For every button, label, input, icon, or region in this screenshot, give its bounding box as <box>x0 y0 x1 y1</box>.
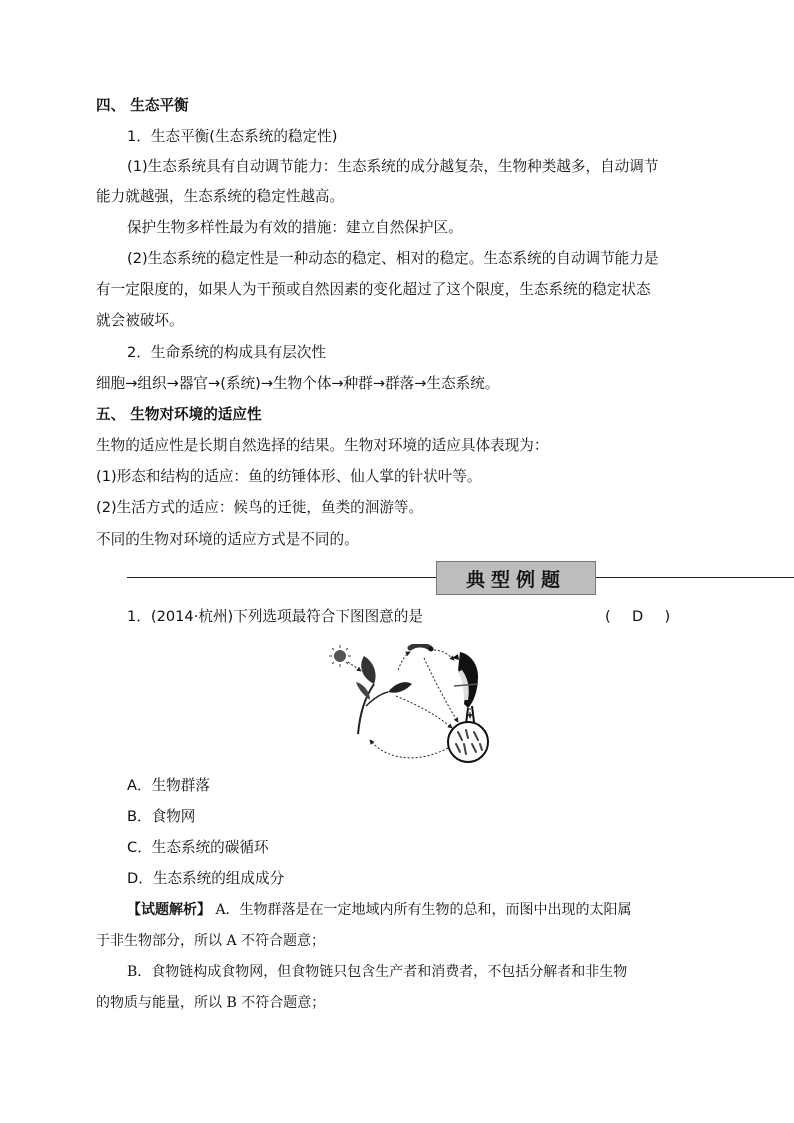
section-5-paragraph-2: (1)形态和结构的适应：鱼的纺锤体形、仙人掌的针状叶等。 <box>96 468 482 485</box>
typical-example-banner: 典型例题 <box>436 561 596 595</box>
analysis-line-4: 的物质与能量，所以 B 不符合题意； <box>96 995 326 1011</box>
answer-choice: D <box>631 608 644 625</box>
section-4-paragraph-3-line-2: 有一定限度的，如果人为干预或自然因素的变化超过了这个限度，生态系统的稳定状态 <box>96 281 651 298</box>
analysis-label: 【试题解析】 <box>127 902 211 918</box>
section-4-item-1-title: 1．生态平衡(生态系统的稳定性) <box>127 128 338 145</box>
section-5-paragraph-3: (2)生活方式的适应：候鸟的迁徙，鱼类的洄游等。 <box>96 499 424 516</box>
analysis-line-3: B．食物链构成食物网，但食物链只包含生产者和消费者，不包括分解者和非生物 <box>127 964 628 980</box>
plant-icon <box>356 656 412 734</box>
answer-bracket-close: ) <box>664 608 671 625</box>
answer-bracket <box>605 607 670 627</box>
answer-bracket-open: ( <box>605 608 611 625</box>
analysis-text-1: A．生物群落是在一定地域内所有生物的总和，而图中出现的太阳属 <box>211 902 632 918</box>
section-4-item-2-title: 2．生命系统的构成具有层次性 <box>127 344 327 361</box>
divider-left <box>127 577 436 578</box>
analysis-line-2: 于非生物部分，所以 A 不符合题意； <box>96 933 326 949</box>
option-b: B．食物网 <box>127 808 196 825</box>
section-4-paragraph-1-line-2: 能力就越强，生态系统的稳定性越高。 <box>96 188 345 205</box>
section-4-paragraph-1-line-1: (1)生态系统具有自动调节能力：生态系统的成分越复杂，生物种类越多，自动调节 <box>127 158 659 175</box>
ecosystem-diagram <box>328 644 504 764</box>
section-4-item-2-text: 细胞→组织→器官→(系统)→生物个体→种群→群落→生态系统。 <box>96 375 500 392</box>
divider-right <box>596 577 794 578</box>
section-4-paragraph-2: 保护生物多样性最为有效的措施：建立自然保护区。 <box>127 219 463 236</box>
sun-icon <box>329 645 351 667</box>
section-4-paragraph-3-line-1: (2)生态系统的稳定性是一种动态的稳定、相对的稳定。生态系统的自动调节能力是 <box>127 250 659 267</box>
analysis-line-1 <box>127 900 632 920</box>
option-d: D．生态系统的组成成分 <box>127 870 285 887</box>
section-5-heading: 五、 生物对环境的适应性 <box>96 406 262 423</box>
section-5-paragraph-1: 生物的适应性是长期自然选择的结果。生物对环境的适应具体表现为： <box>96 437 549 454</box>
section-4-heading: 四、 生态平衡 <box>96 97 189 114</box>
question-stem: 1．(2014·杭州)下列选项最符合下图图意的是 <box>127 608 423 625</box>
option-a: A．生物群落 <box>127 777 210 794</box>
section-4-paragraph-3-line-3: 就会被破坏。 <box>96 312 184 329</box>
decomposer-circle-icon <box>448 722 488 762</box>
section-5-paragraph-4: 不同的生物对环境的适应方式是不同的。 <box>96 531 359 548</box>
caterpillar-icon <box>410 645 434 652</box>
bird-icon <box>452 652 478 724</box>
option-c: C．生态系统的碳循环 <box>127 839 269 856</box>
